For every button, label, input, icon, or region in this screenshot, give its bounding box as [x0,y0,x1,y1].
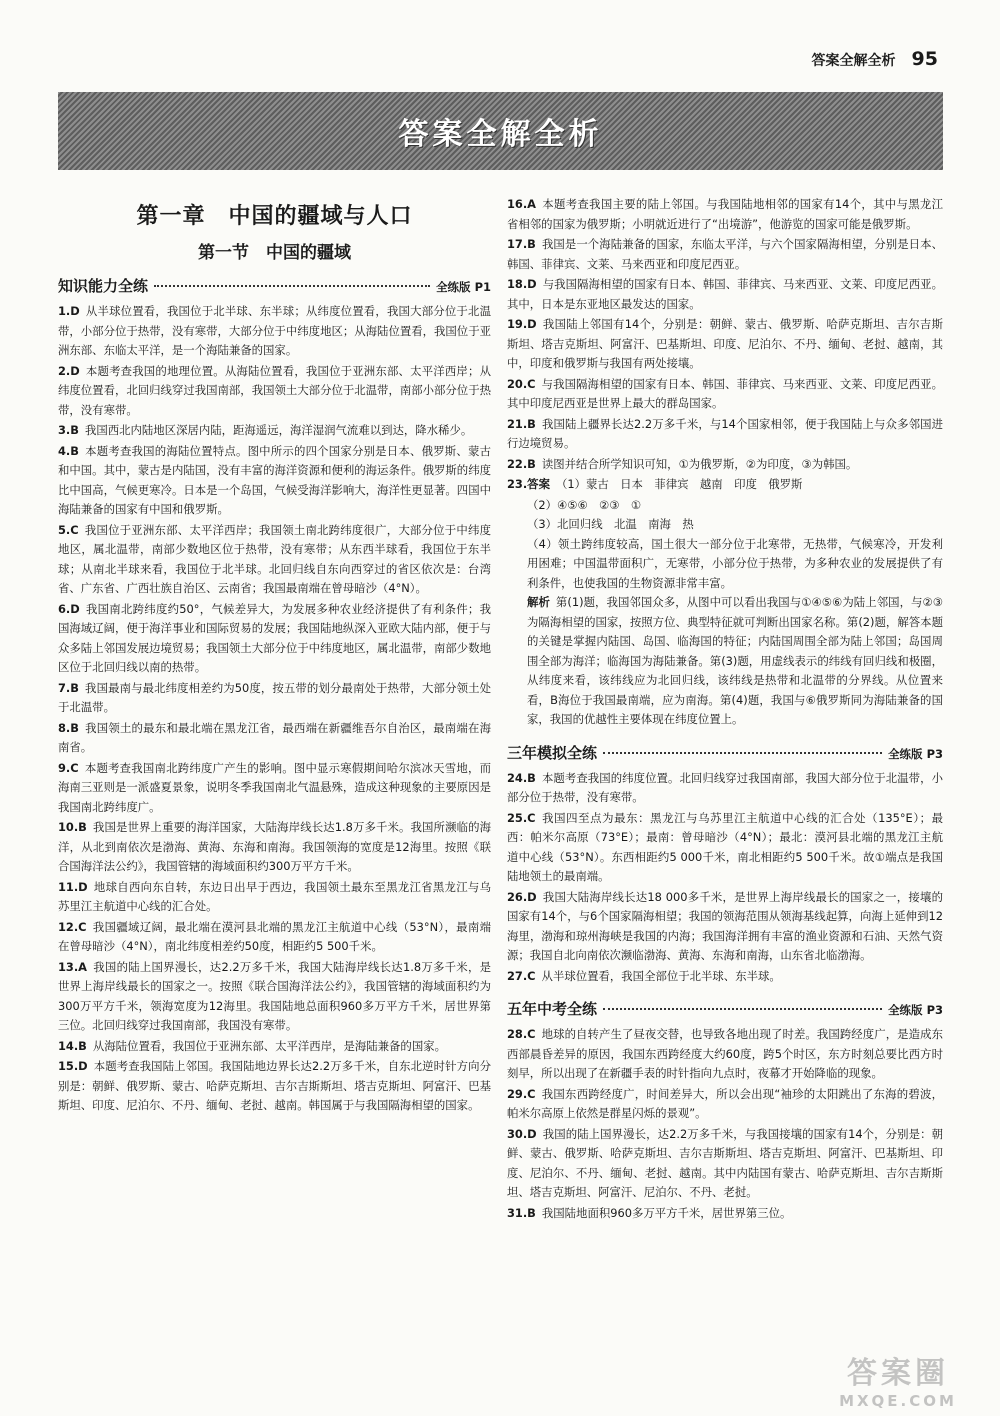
answer-text: 本题考查我国的海陆位置特点。图中所示的四个国家分别是日本、俄罗斯、蒙古和中国。其中，蒙古是内陆国，没有丰富的海洋资源和便利的海运条件。俄罗斯的纬度比中国高，气候更寒冷。日本是一个岛国，气候受海洋影响大，海洋性更显著。四国中海陆兼备的国家有中国和俄罗斯。 [58,443,491,516]
answer-text: 读图并结合所学知识可知，①为俄罗斯，②为印度，③为韩国。 [541,456,858,471]
section-name: 五年中考全练 [507,1000,598,1018]
answer-item [507,1125,943,1203]
watermark-url: MXQE.COM [839,1392,957,1410]
section-header-s1 [58,275,491,296]
section-version: 全练版 P3 [888,1003,943,1017]
answer-number: 17.B [507,237,536,251]
title-banner [58,92,943,170]
answer-number: 15.D [58,1059,88,1073]
leader-dots [603,752,882,754]
analysis-label: 解析 [527,595,550,609]
answer-item [58,719,491,758]
answer-item [58,918,491,957]
answer-number: 23.答案 [507,477,550,491]
answer-list-s2 [507,769,943,987]
section-name: 知识能力全练 [58,277,149,295]
answer-item [507,769,943,808]
section-title: 第一节 中国的疆域 [198,243,351,263]
banner-title: 答案全解全析 [398,117,603,152]
analysis [507,593,943,730]
answer-text: 我国陆上疆界长达2.2万多千米，与14个国家相邻，便于我国陆上与众多邻国进行边境贸易。 [507,416,943,450]
answer-text: 我国领土的最东和最北端在黑龙江省，最西端在新疆维吾尔自治区，最南端在海南省。 [58,720,491,754]
leader-dots [154,285,430,287]
answer-text: 我国是一个海陆兼备的国家，东临太平洋，与六个国家隔海相望，分别是日本、韩国、菲律宾、文莱、马来西亚和印度尼西亚。 [507,237,943,271]
answer-number: 2.D [58,363,80,378]
answer-item [58,1057,491,1116]
answer-item [58,442,491,520]
answer-list-right [507,195,943,474]
leader-dots [603,1008,882,1010]
answer-text: 从半球位置看，我国位于北半球、东半球；从纬度位置看，我国大部分位于北温带，小部分位于热带，没有寒带，大部分位于中纬度地区；从海陆位置看，我国位于亚洲东部、东临太平洋，是一个海陆兼备的国家。 [58,304,491,357]
answer-number: 26.D [507,889,537,904]
answer-item [58,958,491,1036]
answer-item [58,759,491,818]
answer-item [58,600,491,678]
answer-number: 10.B [58,820,87,834]
running-title: 答案全解全析 [811,53,896,69]
answer-number: 3.B [58,423,79,437]
section-name: 三年模拟全练 [507,743,598,762]
answer-text: 我国四至点为最东：黑龙江与乌苏里江主航道中心线的汇合处（135°E）；最西：帕米尔高原（73°E）；最南：曾母暗沙（4°N）；最北：漠河县北端的黑龙江主航道中心线（53°N）。东西相距约5 000千米，南北相距约5 500千米。故①端点是我国陆地领土的最南端。 [507,810,943,883]
right-column [507,195,943,1224]
answer-number: 21.B [507,416,536,431]
answer-item [507,315,943,374]
answer-number: 29.C [507,1086,536,1101]
answer-text: 我国疆域辽阔，最北端在漠河县北端的黑龙江主航道中心线（53°N），最南端在曾母暗沙（4°N），南北纬度相差约50度，相距约5 500千米。 [58,919,491,953]
answer-number: 30.D [507,1126,537,1141]
answer-number: 11.D [58,879,88,894]
section-version: 全练版 P1 [436,280,491,294]
answer-item [507,375,943,414]
answer-text: 我国陆上邻国有14个，分别是：朝鲜、蒙古、俄罗斯、哈萨克斯坦、吉尔吉斯斯坦、塔吉克斯坦、阿富汗、巴基斯坦、印度、尼泊尔、不丹、缅甸、老挝、越南，其中，印度和俄罗斯与我国有两处接壤。 [507,317,943,370]
answer-number: 1.D [58,304,80,318]
answer-item [58,362,491,421]
answer-text: 地球自西向东自转，东边日出早于西边，我国领土最东至黑龙江省黑龙江与乌苏里江主航道中心线的汇合处。 [58,879,491,913]
answer-item [507,195,943,234]
answer-item [507,967,943,987]
answer-item [507,415,943,454]
answer-number: 22.B [507,456,536,471]
answer-number: 20.C [507,376,536,391]
analysis-text: 第(1)题，我国邻国众多，从图中可以看出我国与①④⑤⑥为陆上邻国，与②③为隔海相望的国家，按照方位、典型特征就可判断出国家名称。第(2)题，解答本题的关键是掌握内陆国、岛国、临海国的特征；内陆国周围全部为陆上邻国；岛国周围全部为海洋；临海国为海陆兼备。第(3)题，用虚线表示的纬线有回归线和极圈，从纬度来看，该纬线应为北回归线，该纬线是热带和北温带的分界线。从位置来看，B海位于我国最南端，应为南海。第(4)题，我国与⑥俄罗斯同为海陆兼备的国家，我国的优越性主要体现在纬度位置上。 [527,595,943,726]
answer-text: 我国南北跨纬度约50°，气候差异大，为发展多种农业经济提供了有利条件；我国海域辽阔，便于海洋事业和国际贸易的发展；我国陆地纵深入亚欧大陆内部，便于与众多陆上邻国发展边境贸易；我国领土大部分位于中纬度地区，属北温带，南部少数地区位于北回归线以南的热带。 [58,601,491,674]
answer-text: 我国的陆上国界漫长，达2.2万多千米，与我国接壤的国家有14个，分别是：朝鲜、蒙古、俄罗斯、哈萨克斯坦、吉尔吉斯斯坦、塔吉克斯坦、阿富汗、巴基斯坦、印度、尼泊尔、不丹、缅甸、老挝、越南。其中内陆国有蒙古、哈萨克斯坦、吉尔吉斯斯坦、塔吉克斯坦、阿富汗、尼泊尔、不丹、老挝。 [507,1126,943,1199]
answer-number: 28.C [507,1027,536,1041]
answer-item [58,818,491,877]
answer-text: 我国陆地面积960多万平方千米，居世界第三位。 [541,1205,792,1220]
answer-number: 18.D [507,277,537,291]
answer-number: 12.C [58,919,87,934]
watermark-text: 答案圈 [847,1356,949,1391]
answer-number: 24.B [507,770,536,785]
answer-number: 4.B [58,443,79,458]
answer-number: 25.C [507,810,536,825]
running-header [812,48,938,70]
answer-text: 我国西北内陆地区深居内陆，距海遥远，海洋湿润气流难以到达，降水稀少。 [84,423,473,437]
answer-item [507,888,943,966]
answer-number: 7.B [58,680,79,695]
answer-number: 19.D [507,317,537,331]
answer-text: 我国的陆上国界漫长，达2.2万多千米，我国大陆海岸线长达1.8万多千米，是世界上海岸线最长的国家之一。按照《联合国海洋法公约》，我国管辖的海域面积约为300万平方千米，领海宽度为12海里。我国陆地总面积960多万平方千米，居世界第三位。北回归线穿过我国南部，我国没有寒带。 [58,959,491,1032]
answer-item [58,302,491,361]
answer-number: 31.B [507,1205,536,1220]
answer-number: 5.C [58,522,79,537]
answer-item [507,455,943,475]
answer-number: 8.B [58,720,79,735]
answer-text: 本题考查我国的地理位置。从海陆位置看，我国位于亚洲东部、太平洋西岸；从纬度位置看，北回归线穿过我国南部，我国领土大部分位于北温带，南部小部分位于热带，没有寒带。 [58,363,491,417]
answer-sub: （2）④⑤⑥ ②③ ① [527,497,642,512]
answer-text: 与我国隔海相望的国家有日本、韩国、菲律宾、马来西亚、文莱、印度尼西亚。其中印度尼西亚是世界上最大的群岛国家。 [507,376,943,410]
answer-sub: （4）领土跨纬度较高，国土很大一部分位于北寒带，无热带，气候寒冷，开发利用困难；中国温带面积广，无寒带，小部分位于热带，为多种农业的发展提供了有利条件，也使我国的生物资源非常丰富。 [527,536,943,590]
answer-number: 6.D [58,601,80,616]
left-column [58,195,491,1117]
answer-text: 我国东西跨经度广，时间差异大，所以会出现“袖珍的太阳跳出了东海的碧波，帕米尔高原上依然是群星闪烁的景观”。 [507,1086,943,1120]
page-number: 95 [911,48,938,70]
answer-text: （1）蒙古 日本 菲律宾 越南 印度 俄罗斯 [555,477,803,491]
answer-text: 从海陆位置看，我国位于亚洲东部、太平洋西岸，是海陆兼备的国家。 [92,1038,446,1053]
answer-item [58,1037,491,1057]
answer-item [507,235,943,274]
answer-number: 9.C [58,760,79,775]
answer-number: 13.A [58,959,87,974]
answer-text: 地球的自转产生了昼夜交替，也导致各地出现了时差。我国跨经度广，是造成东西部晨昏差异的原因，我国东西跨经度大约60度，跨5个时区，东方时刻总要比西方时刻早，所以出现了在新疆手表的时针指向九点时，夜幕才开始降临的现象。 [507,1027,943,1080]
answer-item [507,1204,943,1224]
answer-text: 本题考查我国陆上邻国。我国陆地边界长达2.2万多千米，自东北逆时针方向分别是：朝鲜、俄罗斯、蒙古、哈萨克斯坦、吉尔吉斯斯坦、塔吉克斯坦、阿富汗、巴基斯坦、印度、尼泊尔、不丹、缅甸、老挝、越南。韩国属于与我国隔海相望的国家。 [58,1059,491,1112]
answer-number: 16.A [507,197,536,211]
section-header-s2 [507,742,943,763]
answer-item [58,421,491,441]
answer-text: 本题考查我国南北跨纬度广产生的影响。图中显示寒假期间哈尔滨冰天雪地，而海南三亚则是一派盛夏景象，说明冬季我国南北气温悬殊，造成这种现象的主要原因是我国南北跨纬度广。 [58,760,491,814]
section-header-s3 [507,998,943,1019]
answer-text: 与我国隔海相望的国家有日本、韩国、菲律宾、马来西亚、文莱、印度尼西亚。其中，日本是东亚地区最发达的国家。 [507,277,943,311]
answer-item [507,809,943,887]
answer-item [507,475,943,495]
answer-item [507,275,943,314]
answer-23 [507,475,943,730]
answer-item [507,1085,943,1124]
answer-text: 本题考查我国主要的陆上邻国。与我国陆地相邻的国家有14个，其中与黑龙江省相邻的国家为俄罗斯；小明就近进行了“出境游”，他游览的国家可能是俄罗斯。 [507,197,943,231]
answer-text: 我国位于亚洲东部、太平洋西岸；我国领土南北跨纬度很广，大部分位于中纬度地区，属北温带，南部少数地区位于热带，没有寒带；从东西半球看，我国位于东半球；从南北半球来看，我国位于北半球。北回归线自东向西穿过的省区依次是：台湾省、广东省、广西壮族自治区、云南省；我国最南端在曾母暗沙（4°N）。 [58,522,491,595]
answer-text: 我国最南与最北纬度相差约为50度，按五带的划分最南处于热带，大部分领土处于北温带。 [58,680,491,714]
answer-item [507,1025,943,1084]
answer-list-left [58,302,491,1116]
answer-text: 从半球位置看，我国全部位于北半球、东半球。 [541,968,781,983]
answer-text: 我国大陆海岸线长达18 000多千米，是世界上海岸线最长的国家之一，接壤的国家有14个，与6个国家隔海相望；我国的领海范围从领海基线起算，向海上延伸到12海里，渤海和琼州海峡是我国的内海；我国海洋拥有丰富的渔业资源和石油、天然气资源；我国自北向南依次濒临渤海、黄海、东海和南海，山东省北临渤海。 [507,889,943,962]
answer-item [58,521,491,599]
answer-list-s3 [507,1025,943,1223]
chapter-title: 第一章 中国的疆域与人口 [136,204,413,229]
answer-text: 我国是世界上重要的海洋国家，大陆海岸线长达1.8万多千米。我国所濒临的海洋，从北到南依次是渤海、黄海、东海和南海。我国领海的宽度是12海里。按照《联合国海洋法公约》，我国管辖的海域面积约300万平方千米。 [58,820,491,873]
watermark-logo [800,1348,996,1414]
answer-text: 本题考查我国的纬度位置。北回归线穿过我国南部，我国大部分位于北温带，小部分位于热带，没有寒带。 [507,770,943,804]
answer-item [58,878,491,917]
answer-number: 27.C [507,968,536,983]
section-version: 全练版 P3 [888,746,943,761]
answer-number: 14.B [58,1038,87,1053]
answer-sub: （3）北回归线 北温 南海 热 [527,517,694,531]
answer-item [58,679,491,718]
